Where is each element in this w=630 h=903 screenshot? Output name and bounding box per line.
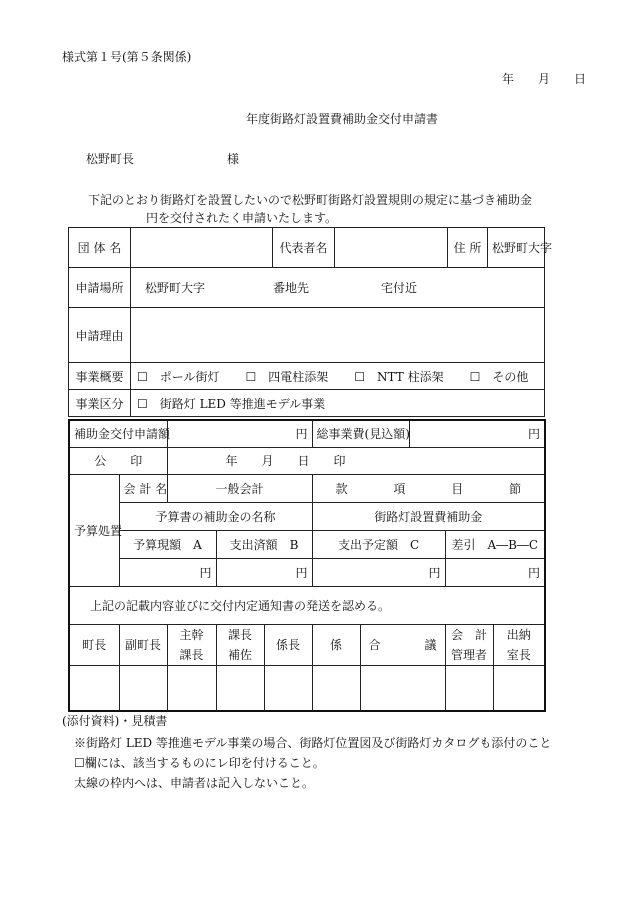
planned-spending-label: 支出予定額 C <box>312 530 445 558</box>
address-field[interactable]: 松野町大字 <box>488 228 545 268</box>
approval-statement: 上記の記載内容並びに交付内定通知書の発送を認める。 <box>69 586 545 624</box>
category-label: 事業区分 <box>69 390 131 417</box>
moku-label: 目 <box>451 481 464 496</box>
kan-label: 款 <box>335 481 348 496</box>
location-label: 申請場所 <box>69 268 131 308</box>
subsidy-name-label: 予算書の補助金の名称 <box>119 502 312 530</box>
total-cost-label: 総事業費(見込額) <box>312 420 409 447</box>
total-cost-field[interactable]: 円 <box>409 420 545 447</box>
current-budget-label: 予算現額 A <box>119 530 216 558</box>
applicant-table <box>68 227 553 417</box>
address-label: 住 所 <box>448 228 488 268</box>
account-name-value: 一般会計 <box>167 474 312 502</box>
stamp-header-treasury-chief <box>493 624 545 665</box>
stamp-header-text: 係長 <box>276 638 301 652</box>
official-seal-date: 年 月 日 印 <box>167 447 545 474</box>
stamp-header-text: 補佐 <box>228 647 253 662</box>
overview-shikoku-pole-checkbox[interactable]: ☐ 四電柱添架 <box>245 369 329 384</box>
account-name-label: 会 計 名 <box>119 474 167 502</box>
group-name-label: 団 体 名 <box>69 228 131 268</box>
office-use-table <box>68 419 546 712</box>
form-number: 様式第１号(第５条関係) <box>62 50 192 64</box>
date-line: 年 月 日 <box>502 72 587 86</box>
location-town: 松野町大字 <box>145 281 206 295</box>
reason-field[interactable] <box>131 308 545 363</box>
planned-spending-field[interactable]: 円 <box>312 558 445 586</box>
stamp-cell-chief[interactable] <box>167 665 216 711</box>
stamp-header-deputy-mayor <box>119 624 167 665</box>
kou-label: 項 <box>393 481 406 496</box>
stamp-header-staff <box>312 624 360 665</box>
attachment-note: (添付資料)・見積書 <box>62 714 168 728</box>
category-option-checkbox[interactable]: ☐ 街路灯 LED 等推進モデル事業 <box>131 390 545 417</box>
paid-amount-label: 支出済額 B <box>216 530 312 558</box>
stamp-header-mayor <box>69 624 119 665</box>
overview-ntt-pole-checkbox[interactable]: ☐ NTT 柱添架 <box>354 369 444 384</box>
thick-frame-instruction: 太線の枠内へは、申請者は記入しないこと。 <box>74 776 315 790</box>
group-name-field[interactable] <box>131 228 273 268</box>
overview-other-checkbox[interactable]: ☐ その他 <box>469 369 529 384</box>
stamp-cell-accounting-manager[interactable] <box>445 665 493 711</box>
stamp-cell-treasury-chief[interactable] <box>493 665 545 711</box>
stamp-cell-section-chief[interactable] <box>264 665 312 711</box>
stamp-cell-staff[interactable] <box>312 665 360 711</box>
addressee: 松野町長 <box>86 152 135 166</box>
location-field[interactable] <box>131 268 545 308</box>
location-house: 宅付近 <box>381 281 418 295</box>
overview-options <box>131 363 545 390</box>
stamp-header-text: 町長 <box>82 638 107 652</box>
stamp-header-text: 係 <box>330 638 343 652</box>
stamp-header-text: 管理者 <box>451 647 488 662</box>
intro-line-1: 下記のとおり街路灯を設置したいので松野町街路灯設置規則の規定に基づき補助金 <box>88 193 533 207</box>
stamp-header-text: 課長 <box>228 627 253 642</box>
led-model-note: ※街路灯 LED 等推進モデル事業の場合、街路灯位置図及び街路灯カタログも添付のこと <box>74 736 552 750</box>
representative-label: 代表者名 <box>273 228 335 268</box>
stamp-cell-consultation[interactable] <box>360 665 445 711</box>
balance-label: 差引 A―B―C <box>445 530 545 558</box>
representative-field[interactable] <box>335 228 448 268</box>
paid-amount-field[interactable]: 円 <box>216 558 312 586</box>
intro-line-2: 円を交付されたく申請いたします。 <box>146 211 338 225</box>
budget-classification <box>312 474 545 502</box>
stamp-header-text: 合 <box>368 638 381 652</box>
stamp-cell-mayor[interactable] <box>69 665 119 711</box>
reason-label: 申請理由 <box>69 308 131 363</box>
stamp-header-consultation <box>360 624 445 665</box>
stamp-header-text: 出納 <box>506 627 531 642</box>
stamp-cell-assistant-director[interactable] <box>216 665 264 711</box>
overview-pole-checkbox[interactable]: ☐ ポール街灯 <box>137 369 220 384</box>
stamp-header-text: 課長 <box>179 647 204 662</box>
budget-label: 予算処置 <box>69 474 119 586</box>
overview-label: 事業概要 <box>69 363 131 390</box>
current-budget-field[interactable]: 円 <box>119 558 216 586</box>
stamp-cell-deputy-mayor[interactable] <box>119 665 167 711</box>
checkbox-instruction: ☐欄には、該当するものにレ印を付けること。 <box>74 756 325 770</box>
stamp-header-text: 会 計 <box>451 627 488 642</box>
setsu-label: 節 <box>509 481 522 496</box>
stamp-header-text: 議 <box>424 638 437 652</box>
stamp-header-text: 副町長 <box>125 638 162 652</box>
stamp-header-assistant-director <box>216 624 264 665</box>
document-title: 年度街路灯設置費補助金交付申請書 <box>246 112 439 126</box>
subsidy-amount-field[interactable]: 円 <box>167 420 312 447</box>
stamp-header-text: 主幹 <box>179 627 204 642</box>
location-lot: 番地先 <box>273 281 310 295</box>
subsidy-name-value: 街路灯設置費補助金 <box>312 502 545 530</box>
subsidy-amount-label: 補助金交付申請額 <box>69 420 167 447</box>
stamp-header-accounting-manager <box>445 624 493 665</box>
official-seal-label: 公 印 <box>69 447 167 474</box>
stamp-header-chief <box>167 624 216 665</box>
stamp-header-section-chief <box>264 624 312 665</box>
honorific: 様 <box>227 152 240 166</box>
balance-field[interactable]: 円 <box>445 558 545 586</box>
stamp-header-text: 室長 <box>506 647 531 662</box>
